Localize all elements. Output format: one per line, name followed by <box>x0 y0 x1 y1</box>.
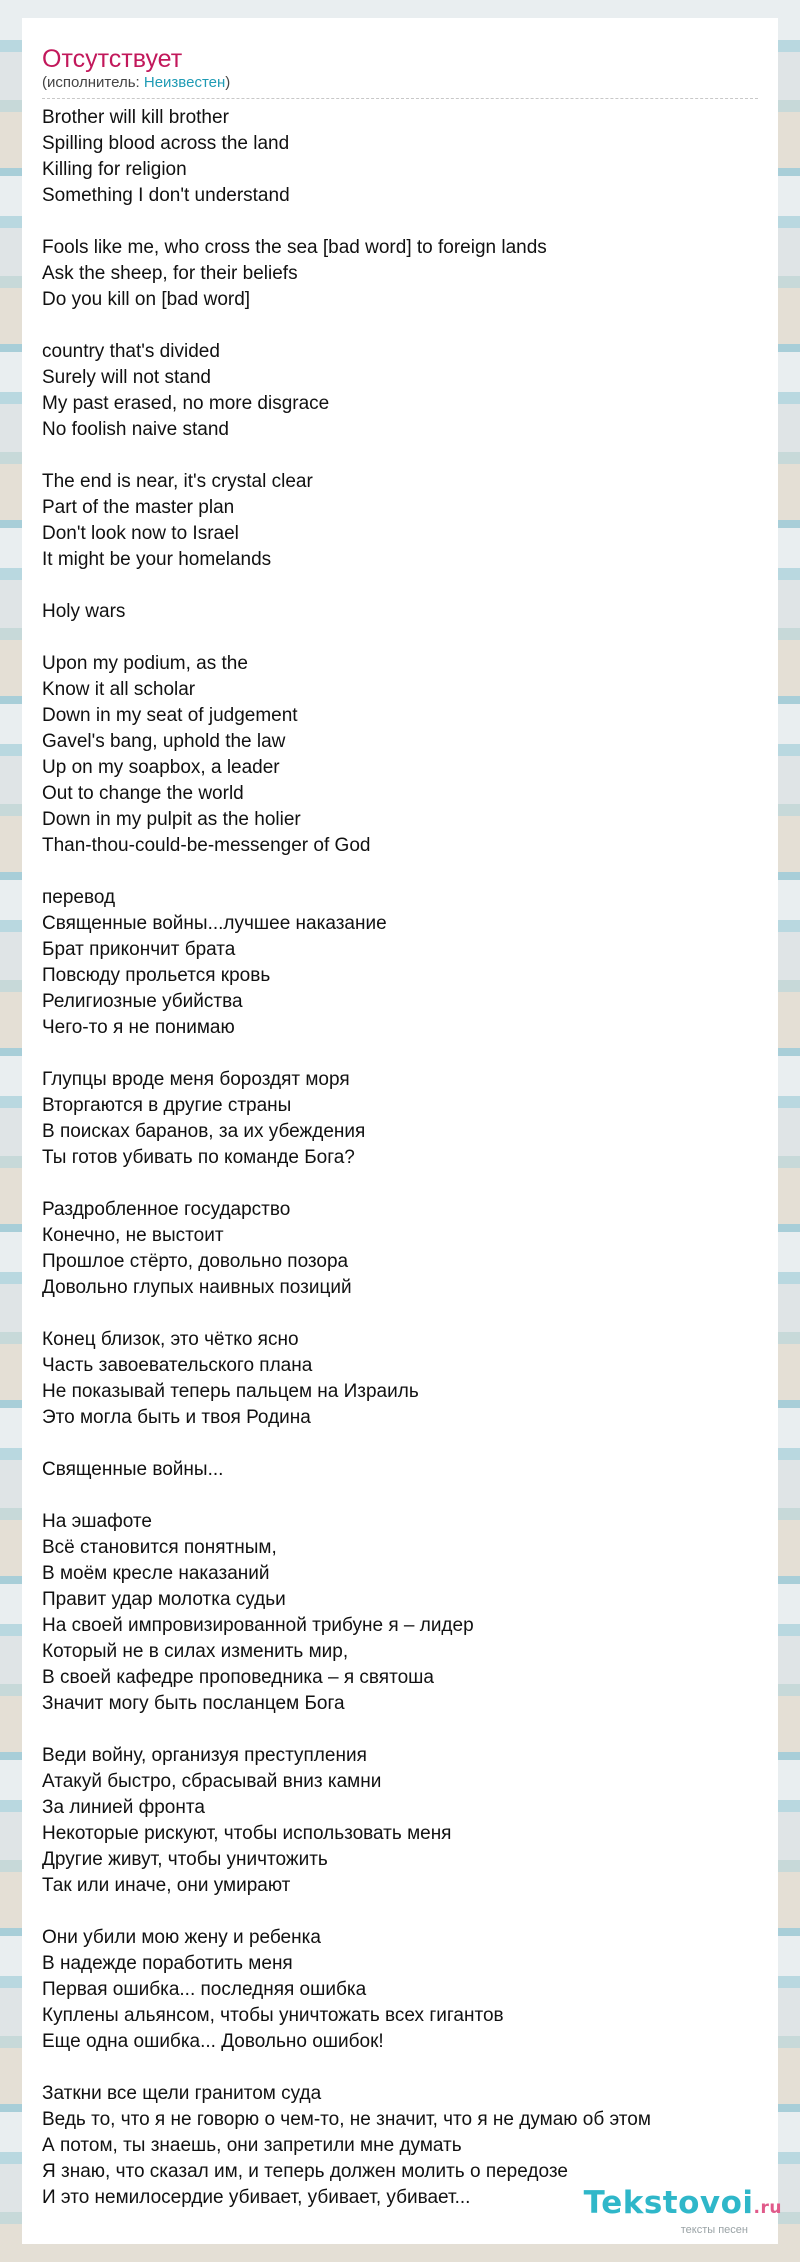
lyric-line: Священные войны...лучшее наказание <box>42 913 387 934</box>
lyric-line: Чего-то я не понимаю <box>42 1017 235 1038</box>
lyric-line: Brother will kill brother <box>42 107 229 128</box>
stanza-break <box>42 1431 758 1457</box>
lyric-line: Up on my soapbox, a leader <box>42 757 280 778</box>
stanza-break <box>42 443 758 469</box>
lyric-line: В поисках баранов, за их убеждения <box>42 1121 366 1142</box>
lyric-line: Я знаю, что сказал им, и теперь должен молить о передозе <box>42 2161 568 2182</box>
lyric-line: Глупцы вроде меня бороздят моря <box>42 1069 350 1090</box>
lyric-line: Некоторые рискуют, чтобы использовать меня <box>42 1823 452 1844</box>
lyric-line: It might be your homelands <box>42 549 272 570</box>
lyric-line: Первая ошибка... последняя ошибка <box>42 1979 367 2000</box>
lyric-line: Веди войну, организуя преступления <box>42 1745 367 1766</box>
artist-link[interactable]: Неизвестен <box>143 74 226 91</box>
lyrics-card <box>22 18 778 2244</box>
lyric-line: Правит удар молотка судьи <box>42 1589 286 1610</box>
lyric-line: Gavel's bang, uphold the law <box>42 731 286 752</box>
lyric-line: Брат прикончит брата <box>42 939 236 960</box>
lyric-line: Атакуй быстро, сбрасывай вниз камни <box>42 1771 382 1792</box>
lyric-line: А потом, ты знаешь, они запретили мне думать <box>42 2135 462 2156</box>
logo-tld: .ru <box>753 2198 782 2218</box>
logo-wordmark <box>584 2187 782 2224</box>
lyric-line: Spilling blood across the land <box>42 133 290 154</box>
lyric-line: Fools like me, who cross the sea [bad word] to foreign lands <box>42 237 547 258</box>
lyric-line: My past erased, no more disgrace <box>42 393 330 414</box>
lyric-line: Еще одна ошибка... Довольно ошибок! <box>42 2031 384 2052</box>
lyric-line: Так или иначе, они умирают <box>42 1875 291 1896</box>
lyric-line: Surely will not stand <box>42 367 211 388</box>
lyric-line: Something I don't understand <box>42 185 290 206</box>
lyric-line: Они убили мою жену и ребенка <box>42 1927 321 1948</box>
lyric-line: Прошлое стёрто, довольно позора <box>42 1251 349 1272</box>
lyric-line: Повсюду прольется кровь <box>42 965 271 986</box>
lyric-line: перевод <box>42 887 116 908</box>
lyrics-text <box>42 105 758 2211</box>
lyric-line: No foolish naive stand <box>42 419 229 440</box>
lyric-line: Который не в силах изменить мир, <box>42 1641 349 1662</box>
lyric-line: Down in my pulpit as the holier <box>42 809 301 830</box>
lyric-line: Всё становится понятным, <box>42 1537 277 1558</box>
stanza-break <box>42 1301 758 1327</box>
stanza-break <box>42 1171 758 1197</box>
site-logo[interactable] <box>584 2187 782 2236</box>
lyric-line: Конечно, не выстоит <box>42 1225 224 1246</box>
lyric-line: Killing for religion <box>42 159 187 180</box>
lyric-line: Out to change the world <box>42 783 244 804</box>
stanza-break <box>42 2055 758 2081</box>
logo-name: Tekstovoi <box>583 2185 754 2221</box>
lyric-line: Down in my seat of judgement <box>42 705 298 726</box>
lyric-line: Не показывай теперь пальцем на Израиль <box>42 1381 419 1402</box>
lyric-line: На эшафоте <box>42 1511 152 1532</box>
lyric-line: Другие живут, чтобы уничтожить <box>42 1849 328 1870</box>
lyric-line: Know it all scholar <box>42 679 196 700</box>
stanza-break <box>42 1899 758 1925</box>
lyric-line: На своей импровизированной трибуне я – лидер <box>42 1615 474 1636</box>
lyric-line: Upon my podium, as the <box>42 653 248 674</box>
song-title: Отсутствует <box>42 45 183 73</box>
lyric-line: В надежде поработить меня <box>42 1953 293 1974</box>
lyric-line: Священные войны... <box>42 1459 224 1480</box>
lyric-line: Don't look now to Israel <box>42 523 239 544</box>
stanza-break <box>42 1041 758 1067</box>
stanza-break <box>42 1483 758 1509</box>
lyric-line: Конец близок, это чётко ясно <box>42 1329 299 1350</box>
lyric-line: Религиозные убийства <box>42 991 243 1012</box>
stanza-break <box>42 859 758 885</box>
artist-suffix: ) <box>225 74 231 91</box>
lyric-line: Ведь то, что я не говорю о чем-то, не значит, что я не думаю об этом <box>42 2109 651 2130</box>
lyric-line: Do you kill on [bad word] <box>42 289 251 310</box>
artist-line <box>42 74 758 99</box>
lyric-line: Заткни все щели гранитом суда <box>42 2083 322 2104</box>
lyric-line: За линией фронта <box>42 1797 205 1818</box>
stanza-break <box>42 573 758 599</box>
stanza-break <box>42 313 758 339</box>
stanza-break <box>42 209 758 235</box>
lyric-line: Вторгаются в другие страны <box>42 1095 292 1116</box>
lyric-line: Значит могу быть посланцем Бога <box>42 1693 345 1714</box>
lyric-line: Ты готов убивать по команде Бога? <box>42 1147 355 1168</box>
lyric-line: Это могла быть и твоя Родина <box>42 1407 311 1428</box>
lyric-line: Ask the sheep, for their beliefs <box>42 263 298 284</box>
lyric-line: Часть завоевательского плана <box>42 1355 313 1376</box>
logo-tagline: тексты песен <box>680 2224 748 2236</box>
artist-prefix: (исполнитель: <box>42 74 144 91</box>
stanza-break <box>42 625 758 651</box>
lyric-line: Довольно глупых наивных позиций <box>42 1277 352 1298</box>
stanza-break <box>42 1717 758 1743</box>
lyric-line: Раздробленное государство <box>42 1199 291 1220</box>
lyric-line: The end is near, it's crystal clear <box>42 471 313 492</box>
lyric-line: Than-thou-could-be-messenger of God <box>42 835 371 856</box>
lyric-line: И это немилосердие убивает, убивает, убивает... <box>42 2187 471 2208</box>
lyric-line: В моём кресле наказаний <box>42 1563 270 1584</box>
lyric-line: Holy wars <box>42 601 126 622</box>
lyric-line: Part of the master plan <box>42 497 235 518</box>
lyric-line: country that's divided <box>42 341 220 362</box>
lyric-line: В своей кафедре проповедника – я святоша <box>42 1667 434 1688</box>
lyric-line: Куплены альянсом, чтобы уничтожать всех гигантов <box>42 2005 504 2026</box>
